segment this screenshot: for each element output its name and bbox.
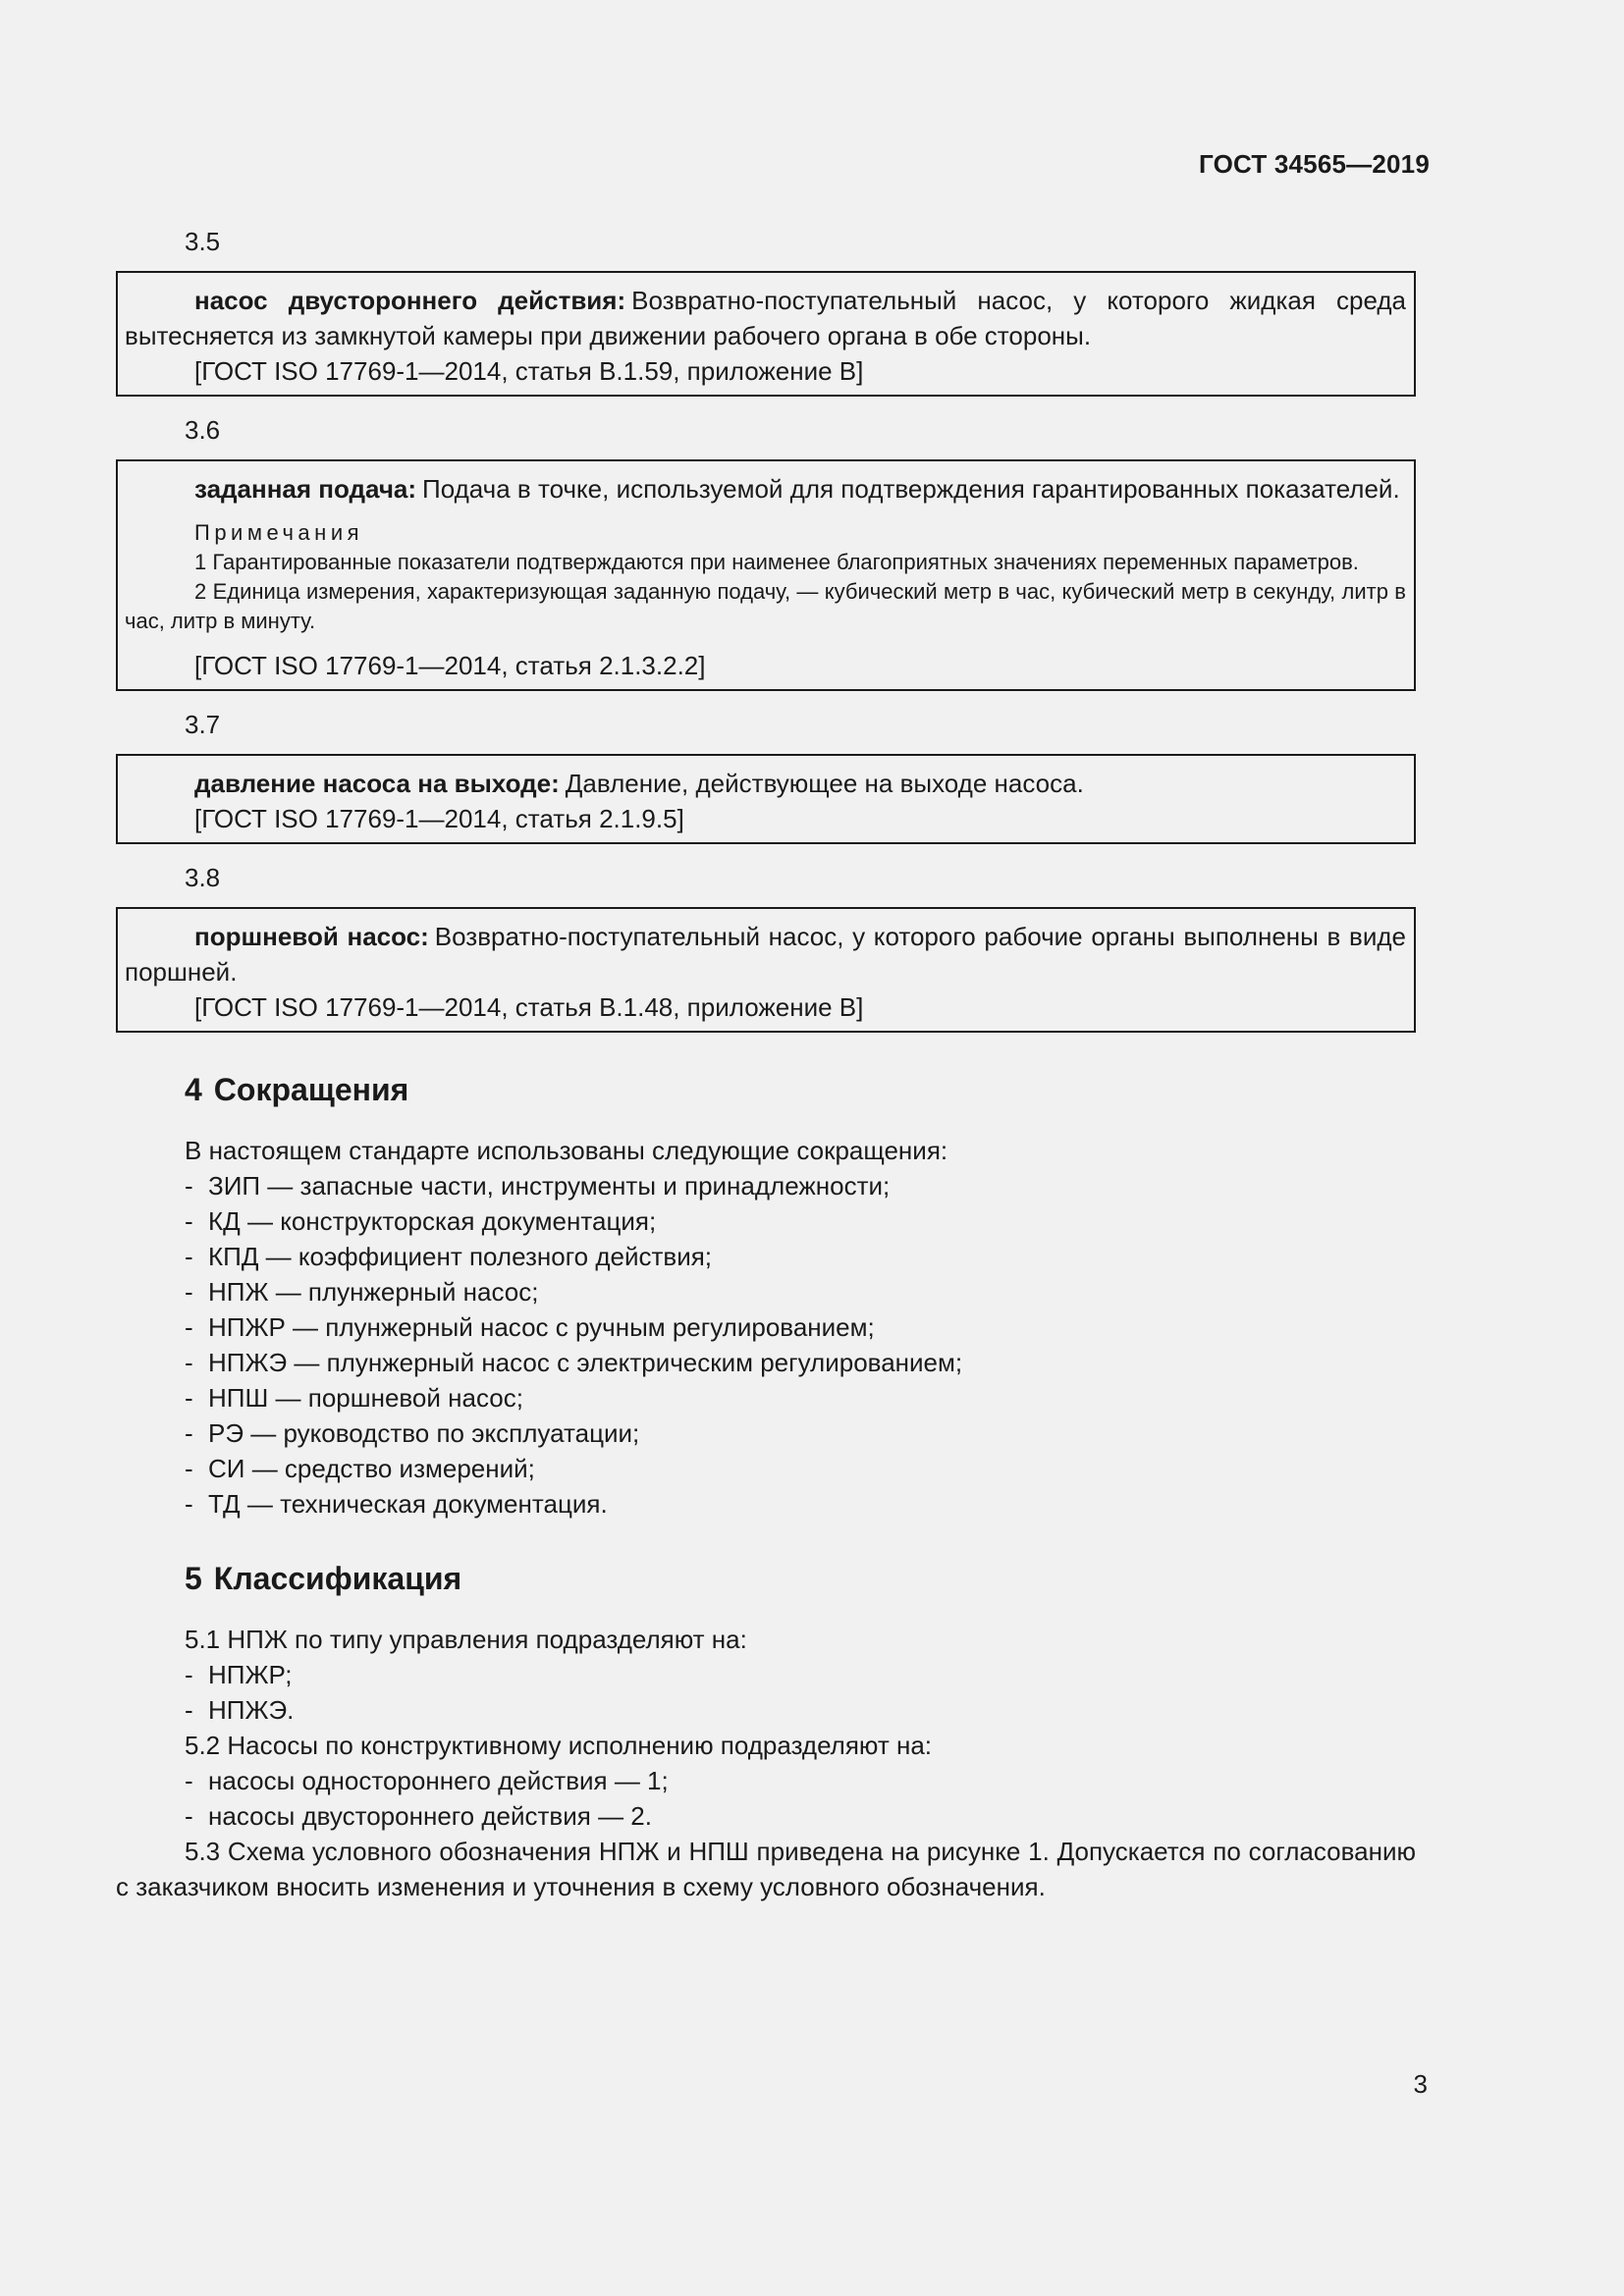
list-item-text: КД — конструкторская документация; — [208, 1206, 657, 1236]
term-box-3-8 — [116, 907, 1416, 1033]
list-item — [116, 1239, 1416, 1274]
list-item — [116, 1345, 1416, 1380]
term-notes — [125, 518, 1406, 636]
list-item — [116, 1657, 1416, 1692]
clause-5-1: 5.1 НПЖ по типу управления подразделяют на: — [185, 1625, 747, 1654]
list-item-text: НПЖР; — [208, 1660, 293, 1689]
term-name: заданная подача: — [194, 474, 417, 504]
list-item-text: РЭ — руководство по эксплуатации; — [208, 1418, 640, 1448]
notes-title: Примечания — [194, 520, 364, 545]
list-dash: - — [185, 1766, 193, 1795]
list-item-text: насосы двустороннего действия — 2. — [208, 1801, 652, 1831]
list-item-text: НПЖЭ — плунжерный насос с электрическим регулированием; — [208, 1348, 963, 1377]
list-item-text: ЗИП — запасные части, инструменты и принадлежности; — [208, 1171, 891, 1201]
list-item — [116, 1692, 1416, 1728]
list-dash: - — [185, 1312, 193, 1342]
list-dash: - — [185, 1489, 193, 1519]
term-number: 3.6 — [185, 415, 221, 445]
list-item — [116, 1451, 1416, 1486]
list-item-text: ТД — техническая документация. — [208, 1489, 608, 1519]
term-number: 3.7 — [185, 710, 221, 739]
section-number: 4 — [185, 1072, 202, 1107]
clause-5-2: 5.2 Насосы по конструктивному исполнению подразделяют на: — [185, 1731, 933, 1760]
list-item — [116, 1168, 1416, 1203]
section-title-abbreviations — [116, 1070, 1416, 1109]
term-definition-text: Давление, действующее на выходе насоса. — [565, 769, 1084, 798]
section-title-classification — [116, 1559, 1416, 1598]
term-box-3-7 — [116, 754, 1416, 844]
term-definition — [125, 283, 1406, 353]
list-dash: - — [185, 1660, 193, 1689]
list-item-text: НПЖ — плунжерный насос; — [208, 1277, 539, 1307]
abbreviation-list — [116, 1168, 1416, 1522]
section-title-text: Сокращения — [213, 1072, 409, 1107]
term-source: [ГОСТ ISO 17769-1—2014, статья В.1.48, приложение В] — [194, 992, 864, 1022]
list-dash: - — [185, 1695, 193, 1725]
list-item — [116, 1486, 1416, 1522]
term-name: насос двустороннего действия: — [194, 286, 626, 315]
list-dash: - — [185, 1277, 193, 1307]
list-item-text: НПЖЭ. — [208, 1695, 295, 1725]
list-item-text: КПД — коэффициент полезного действия; — [208, 1242, 713, 1271]
list-item — [116, 1763, 1416, 1798]
list-item-text: насосы одностороннего действия — 1; — [208, 1766, 669, 1795]
list-dash: - — [185, 1348, 193, 1377]
list-dash: - — [185, 1418, 193, 1448]
term-source: [ГОСТ ISO 17769-1—2014, статья 2.1.3.2.2] — [194, 651, 706, 680]
list-item — [116, 1415, 1416, 1451]
note-item: 1 Гарантированные показатели подтверждаются при наименее благоприятных значениях переменных параметров. — [194, 550, 1359, 574]
list-dash: - — [185, 1242, 193, 1271]
note-item: 2 Единица измерения, характеризующая заданную подачу, — кубический метр в час, кубический метр в секунду, литр в час, литр в минуту. — [125, 579, 1406, 633]
list-item-text: НПШ — поршневой насос; — [208, 1383, 523, 1413]
list-item — [116, 1798, 1416, 1834]
page-number: 3 — [1413, 2069, 1428, 2099]
term-definition-text: Возвратно-поступательный насос, у которого жидкая среда вытесняется из замкнутой камеры при движении рабочего органа в обе стороны. — [125, 286, 1406, 350]
section-number: 5 — [185, 1561, 202, 1596]
term-name: поршневой насос: — [194, 922, 429, 951]
term-name: давление насоса на выходе: — [194, 769, 560, 798]
section-title-text: Классификация — [213, 1561, 462, 1596]
term-definition — [125, 766, 1406, 801]
list-dash: - — [185, 1171, 193, 1201]
list-item-text: СИ — средство измерений; — [208, 1454, 535, 1483]
term-definition — [125, 919, 1406, 989]
term-source: [ГОСТ ISO 17769-1—2014, статья В.1.59, приложение В] — [194, 356, 864, 386]
list-dash: - — [185, 1454, 193, 1483]
list-dash: - — [185, 1383, 193, 1413]
term-box-3-6 — [116, 459, 1416, 691]
section-intro: В настоящем стандарте использованы следующие сокращения: — [185, 1136, 948, 1165]
term-definition-text: Подача в точке, используемой для подтверждения гарантированных показателей. — [422, 474, 1400, 504]
document-id-header: ГОСТ 34565—2019 — [1199, 149, 1430, 179]
list-item — [116, 1274, 1416, 1309]
list-dash: - — [185, 1206, 193, 1236]
list-item — [116, 1309, 1416, 1345]
list-item — [116, 1380, 1416, 1415]
list-item — [116, 1203, 1416, 1239]
list-item-text: НПЖР — плунжерный насос с ручным регулированием; — [208, 1312, 875, 1342]
term-number: 3.8 — [185, 863, 221, 892]
term-source: [ГОСТ ISO 17769-1—2014, статья 2.1.9.5] — [194, 804, 684, 833]
term-definition — [125, 471, 1406, 507]
page-content — [116, 224, 1416, 1904]
term-box-3-5 — [116, 271, 1416, 397]
term-number: 3.5 — [185, 227, 221, 256]
term-definition-text: Возвратно-поступательный насос, у которого рабочие органы выполнены в виде поршней. — [125, 922, 1406, 987]
list-dash: - — [185, 1801, 193, 1831]
clause-5-3: 5.3 Схема условного обозначения НПЖ и НПШ приведена на рисунке 1. Допускается по согласованию с заказчиком вносить изменения и уточнения в схему условного обозначения. — [116, 1837, 1416, 1901]
